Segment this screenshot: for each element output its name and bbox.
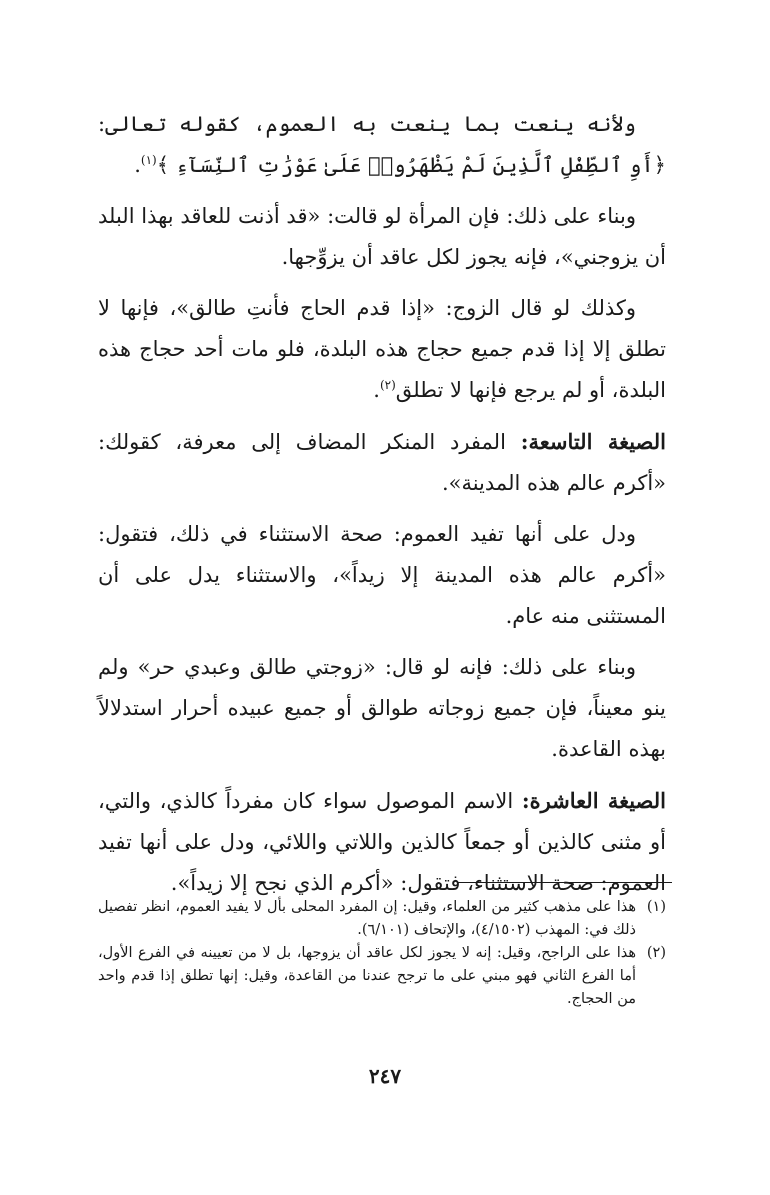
- footnote-text-2: هذا على الراجح، وقيل: إنه لا يجوز لكل عاقد أن يزوجها، بل لا من تعيينه في الفرع الأول، أما الفرع الثاني فهو مبني على ما ترجح عندنا من القاعدة، وقيل: إنها تطلق إذا قدم واحد من الحجاج.: [98, 945, 636, 1007]
- paragraph-4: الصيغة التاسعة: المفرد المنكر المضاف إلى معرفة، كقولك: «أكرم عالم هذه المدينة».: [98, 429, 666, 495]
- footnote-number-1: (١): [646, 899, 666, 915]
- paragraph-1: ولأنه ينعت بما ينعت به العموم، كقوله تعالى: ﴿أَوِ ٱلطِّفْلِ ٱلَّذِينَ لَمْ يَظْهَرُوا۟ عَلَىٰ عَوْرَٰتِ ٱلنِّسَآءِ ﴾$^{(١)}$.: [98, 112, 666, 177]
- paragraph-6: وبناء على ذلك: فإنه لو قال: «زوجتي طالق وعبدي حر» ولم ينو معيناً، فإن جميع زوجاته طوالق أو جميع عبيده أحرار استدلالاً بهذه القاعدة.: [98, 655, 666, 761]
- paragraph-2: وبناء على ذلك: فإن المرأة لو قالت: «قد أذنت للعاقد بهذا البلد أن يزوجني»، فإنه يجوز لكل عاقد أن يزوِّجها.: [98, 204, 666, 269]
- footnote-ref-2[interactable]: (٢): [379, 378, 396, 392]
- paragraph-7: الصيغة العاشرة: الاسم الموصول سواء كان مفرداً كالذي، والتي، أو مثنى كالذين أو جمعاً كالذين واللاتي واللائي، ودل على أنها تفيد العموم: صحة الاستثناء، فتقول: «أكرم الذي نجح إلا زيداً».: [98, 788, 666, 895]
- main-text: [98, 104, 666, 914]
- footnote-separator: [457, 882, 672, 883]
- section-heading-ninth: الصيغة التاسعة:: [520, 429, 666, 454]
- footnote-number-2: (٢): [646, 945, 666, 961]
- section-heading-tenth: الصيغة العاشرة:: [521, 788, 666, 813]
- page-number: ٢٤٧: [368, 1064, 402, 1088]
- footnote-text-1: هذا على مذهب كثير من العلماء، وقيل: إن المفرد المحلى بأل لا يفيد العموم، انظر تفصيل ذلك في: المهذب (٤/١٥٠٢)، والإتحاف (٦/١٠١).: [98, 899, 636, 938]
- paragraph-3: وكذلك لو قال الزوج: «إذا قدم الحاج فأنتِ طالق»، فإنها لا تطلق إلا إذا قدم جميع حجاج هذه البلدة، فلو مات أحد حجاج هذه البلدة، أو لم يرجع فإنها لا تطلق$^{(٢)}$.: [98, 296, 666, 402]
- footnote-ref-1[interactable]: (١): [140, 153, 157, 167]
- footnote-2: [98, 942, 666, 1011]
- footnote-1: [98, 896, 666, 942]
- paragraph-5: ودل على أنها تفيد العموم: صحة الاستثناء في ذلك، فتقول: «أكرم عالم هذه المدينة إلا زيداً»، والاستثناء يدل على أن المستثنى منه عام.: [98, 522, 666, 628]
- footnotes: [98, 896, 666, 1011]
